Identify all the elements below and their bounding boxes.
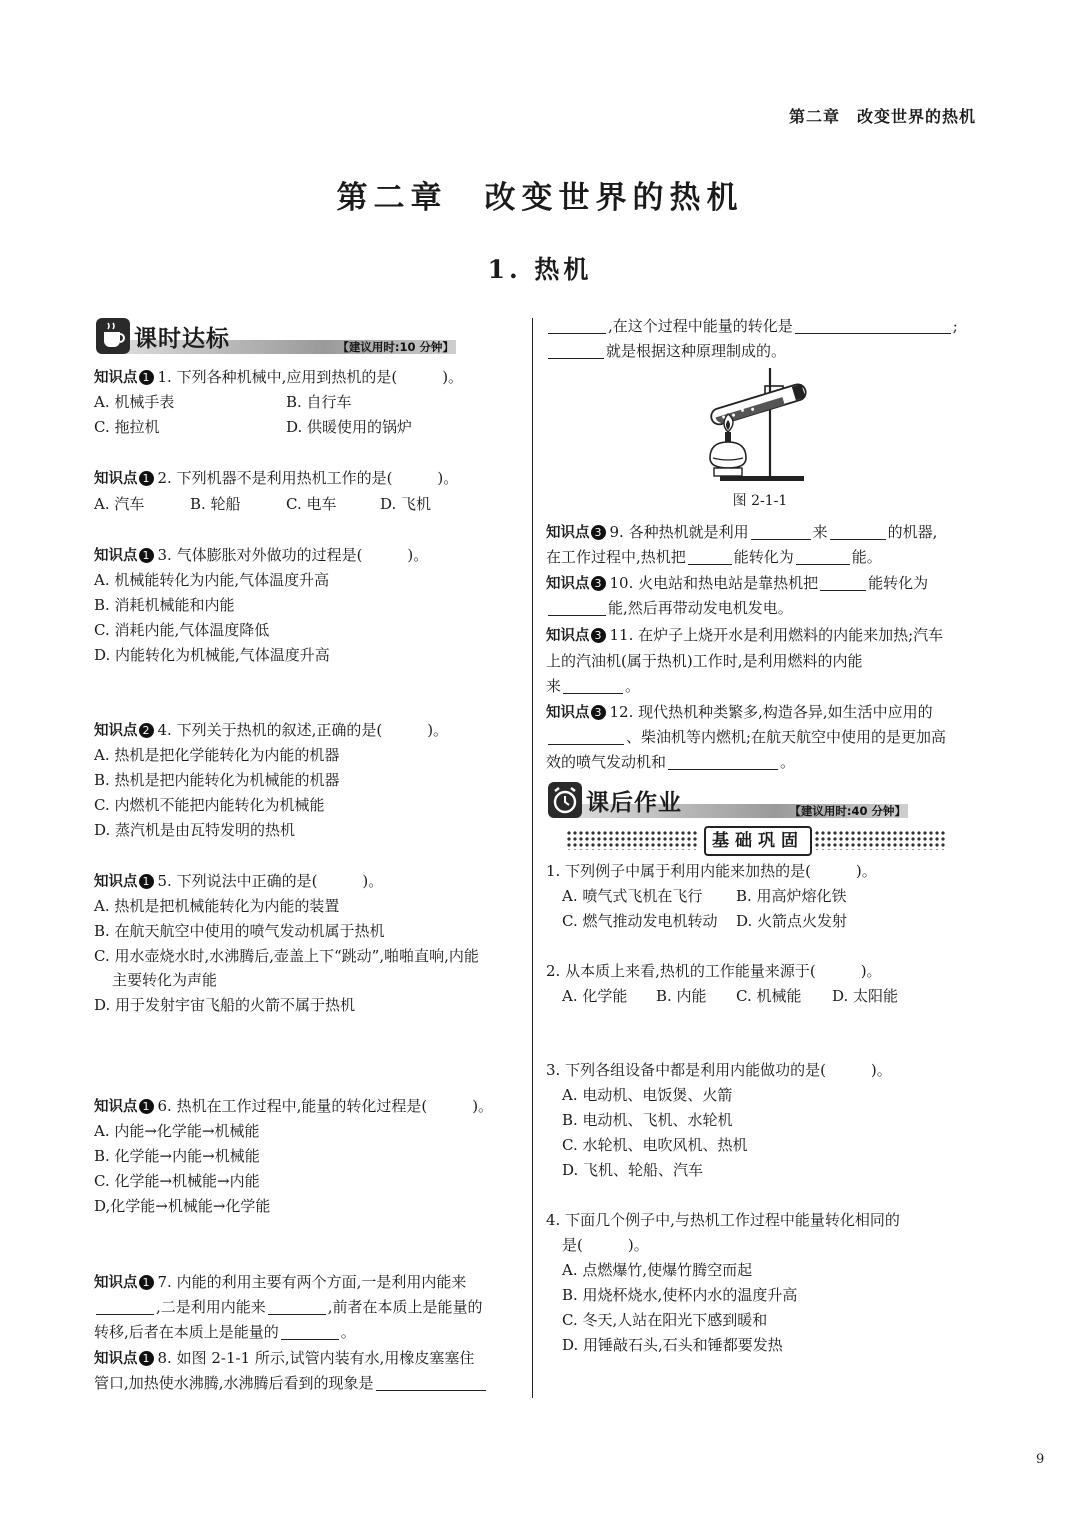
option-c: C. 化学能→机械能→内能 (94, 1172, 260, 1190)
option-c: C. 消耗内能,气体温度降低 (94, 621, 270, 639)
answer-blank[interactable] (688, 548, 732, 565)
banner-title: 课后作业 (586, 790, 682, 816)
alarm-clock-icon (548, 782, 582, 818)
option-b: B. 轮船 (190, 495, 241, 513)
option-a: A. 点燃爆竹,使爆竹腾空而起 (562, 1261, 753, 1279)
question-8-continued (546, 316, 958, 336)
text: 11. 在炉子上烧开水是利用燃料的内能来加热;汽车 (609, 626, 944, 644)
question-7-line-2 (94, 1297, 483, 1317)
kp-number-badge: 1 (139, 1275, 154, 1290)
subsection-label: 基础巩固 (704, 826, 812, 856)
homework-question-4: 4. 下面几个例子中,与热机工作过程中能量转化相同的 (546, 1211, 900, 1229)
kp-number-badge: 1 (139, 1351, 154, 1366)
dot-pattern-right (814, 830, 946, 850)
answer-blank[interactable] (668, 753, 778, 770)
chapter-title: 第二章 改变世界的热机 (336, 180, 744, 216)
option-a: A. 电动机、电饭煲、火箭 (562, 1086, 733, 1104)
kp-number-badge: 3 (591, 576, 606, 591)
knowledge-point-label: 知识点 (94, 370, 138, 386)
question-6 (94, 1096, 493, 1117)
knowledge-point-label: 知识点 (94, 1351, 138, 1367)
question-11-line-3 (546, 676, 640, 696)
homework-question-4-line-2: 是( )。 (562, 1236, 649, 1254)
option-b: B. 电动机、飞机、水轮机 (562, 1111, 733, 1129)
option-c: C. 机械能 (736, 987, 802, 1005)
test-tube-apparatus-figure (700, 366, 816, 484)
answer-blank[interactable] (376, 1374, 486, 1391)
text: 。 (340, 1323, 356, 1341)
running-header: 第二章 改变世界的热机 (788, 107, 976, 126)
option-d: D. 太阳能 (832, 987, 899, 1005)
text: 能,然后再带动发电机发电。 (608, 599, 793, 617)
answer-blank[interactable] (751, 523, 811, 540)
option-a: A. 热机是把化学能转化为内能的机器 (94, 746, 340, 764)
knowledge-point-label: 知识点 (94, 1275, 138, 1291)
option-b: B. 消耗机械能和内能 (94, 596, 235, 614)
banner-class-practice (96, 318, 456, 356)
knowledge-point-label: 知识点 (546, 705, 590, 721)
option-b: B. 内能 (656, 987, 707, 1005)
kp-number-badge: 1 (139, 471, 154, 486)
banner-title: 课时达标 (134, 326, 230, 352)
option-a: A. 内能→化学能→机械能 (94, 1122, 260, 1140)
question-12-line-3 (546, 752, 795, 772)
text: ; (952, 317, 958, 335)
text: 转移,后者在本质上是能量的 (94, 1323, 279, 1341)
answer-blank[interactable] (820, 574, 866, 591)
knowledge-point-label: 知识点 (546, 576, 590, 592)
suggested-time: 【建议用时:10 分钟】 (337, 340, 454, 354)
column-divider (532, 318, 533, 1398)
option-b: B. 用高炉熔化铁 (736, 887, 847, 905)
text: 在工作过程中,热机把 (546, 548, 686, 566)
kp-number-badge: 3 (591, 705, 606, 720)
answer-blank[interactable] (281, 1323, 339, 1340)
question-9 (546, 522, 937, 543)
answer-blank[interactable] (96, 1298, 154, 1315)
option-b: B. 在航天航空中使用的喷气发动机属于热机 (94, 922, 385, 940)
knowledge-point-label: 知识点 (94, 723, 138, 739)
option-d: D. 用锤敲石头,石头和锤都要发热 (562, 1336, 783, 1354)
option-c: C. 冬天,人站在阳光下感到暖和 (562, 1311, 768, 1329)
dot-pattern-left (566, 830, 698, 850)
question-11 (546, 625, 943, 646)
question-9-line-2 (546, 547, 882, 567)
question-8-line-2 (94, 1373, 488, 1393)
text: 的机器, (887, 523, 938, 541)
text: 10. 火电站和热电站是靠热机把 (609, 574, 819, 592)
knowledge-point-label: 知识点 (94, 548, 138, 564)
kp-number-badge: 3 (591, 628, 606, 643)
question-stem: 5. 下列说法中正确的是( )。 (157, 872, 384, 890)
question-2 (94, 468, 458, 489)
answer-blank[interactable] (548, 342, 604, 359)
question-8 (94, 1348, 474, 1369)
homework-question-1: 1. 下列例子中属于利用内能来加热的是( )。 (546, 862, 877, 880)
text: 。 (625, 677, 641, 695)
text: ,在这个过程中能量的转化是 (608, 317, 793, 335)
knowledge-point-label: 知识点 (94, 1099, 138, 1115)
kp-number-badge: 3 (591, 525, 606, 540)
text: 能转化为 (868, 574, 929, 592)
option-c: C. 燃气推动发电机转动 (562, 912, 718, 930)
kp-number-badge: 1 (139, 1099, 154, 1114)
question-8-continued-2 (546, 341, 786, 361)
question-1 (94, 367, 463, 388)
option-a: A. 热机是把机械能转化为内能的装置 (94, 897, 340, 915)
answer-blank[interactable] (830, 523, 886, 540)
answer-blank[interactable] (563, 677, 623, 694)
text: 能转化为 (733, 548, 794, 566)
question-stem: 8. 如图 2-1-1 所示,试管内装有水,用橡皮塞塞住 (157, 1349, 475, 1367)
knowledge-point-label: 知识点 (94, 874, 138, 890)
question-stem: 2. 下列机器不是利用热机工作的是( )。 (157, 469, 459, 487)
option-b: B. 化学能→内能→机械能 (94, 1147, 260, 1165)
answer-blank[interactable] (548, 728, 624, 745)
question-3 (94, 545, 428, 566)
option-c-continued: 主要转化为声能 (112, 971, 218, 989)
option-c: C. 用水壶烧水时,水沸腾后,壶盖上下“跳动”,啪啪直响,内能 (94, 947, 479, 965)
question-5 (94, 871, 383, 892)
text: 9. 各种热机就是利用 (609, 523, 749, 541)
text: 效的喷气发动机和 (546, 753, 667, 771)
kp-number-badge: 1 (139, 370, 154, 385)
banner-homework (548, 782, 908, 820)
text: 来 (812, 523, 828, 541)
question-stem: 7. 内能的利用主要有两个方面,一是利用内能来 (157, 1273, 467, 1291)
option-b: B. 自行车 (286, 393, 352, 411)
option-c: C. 内燃机不能把内能转化为机械能 (94, 796, 325, 814)
option-c: C. 拖拉机 (94, 418, 160, 436)
question-stem: 1. 下列各种机械中,应用到热机的是( )。 (157, 368, 464, 386)
option-d: D. 内能转化为机械能,气体温度升高 (94, 646, 330, 664)
homework-question-2: 2. 从本质上来看,热机的工作能量来源于( )。 (546, 962, 882, 980)
option-a: A. 汽车 (94, 495, 145, 513)
option-c: C. 电车 (286, 495, 337, 513)
kp-number-badge: 1 (139, 548, 154, 563)
section-title: 1. 热机 (487, 255, 593, 284)
cup-icon (96, 318, 130, 354)
subsection-banner (566, 826, 946, 854)
homework-question-3: 3. 下列各组设备中都是利用内能做功的是( )。 (546, 1061, 892, 1079)
option-d: D. 供暖使用的锅炉 (286, 418, 413, 436)
question-10-line-2 (546, 598, 793, 618)
knowledge-point-label: 知识点 (546, 525, 590, 541)
question-7 (94, 1272, 466, 1293)
option-d: D. 火箭点火发射 (736, 912, 848, 930)
text: 管口,加热使水沸腾,水沸腾后看到的现象是 (94, 1374, 374, 1392)
option-d: D. 飞机 (380, 495, 432, 513)
option-c: C. 水轮机、电吹风机、热机 (562, 1136, 748, 1154)
option-d: D. 蒸汽机是由瓦特发明的热机 (94, 821, 296, 839)
text: 。 (780, 753, 796, 771)
kp-number-badge: 1 (139, 874, 154, 889)
question-7-line-3 (94, 1322, 356, 1342)
question-12-line-2 (546, 727, 946, 747)
question-stem: 4. 下列关于热机的叙述,正确的是( )。 (157, 721, 449, 739)
page-number: 9 (1036, 1452, 1045, 1467)
question-10 (546, 573, 928, 594)
question-stem: 6. 热机在工作过程中,能量的转化过程是( )。 (157, 1097, 494, 1115)
question-4 (94, 720, 448, 741)
answer-blank[interactable] (795, 317, 951, 334)
option-a: A. 机械能转化为内能,气体温度升高 (94, 571, 330, 589)
text: ,二是利用内能来 (156, 1298, 266, 1316)
figure-caption: 图 2-1-1 (732, 493, 788, 509)
question-11-line-2: 上的汽油机(属于热机)工作时,是利用燃料的内能 (546, 652, 863, 670)
option-d: D,化学能→机械能→化学能 (94, 1197, 271, 1215)
answer-blank[interactable] (548, 599, 606, 616)
question-stem: 3. 气体膨胀对外做功的过程是( )。 (157, 546, 429, 564)
text: 来 (546, 677, 562, 695)
option-a: A. 机械手表 (94, 393, 175, 411)
text: 就是根据这种原理制成的。 (606, 342, 787, 360)
kp-number-badge: 2 (139, 723, 154, 738)
text: 、柴油机等内燃机;在航天航空中使用的是更加高 (626, 728, 947, 746)
answer-blank[interactable] (796, 548, 850, 565)
text: 能。 (851, 548, 882, 566)
knowledge-point-label: 知识点 (94, 471, 138, 487)
option-d: D. 用于发射宇宙飞船的火箭不属于热机 (94, 996, 356, 1014)
answer-blank[interactable] (548, 317, 606, 334)
option-b: B. 热机是把内能转化为机械能的机器 (94, 771, 340, 789)
option-b: B. 用烧杯烧水,使杯内水的温度升高 (562, 1286, 798, 1304)
option-a: A. 化学能 (562, 987, 628, 1005)
option-d: D. 飞机、轮船、汽车 (562, 1161, 704, 1179)
text: ,前者在本质上是能量的 (327, 1298, 483, 1316)
text: 12. 现代热机种类繁多,构造各异,如生活中应用的 (609, 703, 933, 721)
option-a: A. 喷气式飞机在飞行 (562, 887, 703, 905)
suggested-time: 【建议用时:40 分钟】 (789, 804, 906, 818)
question-12 (546, 702, 933, 723)
knowledge-point-label: 知识点 (546, 628, 590, 644)
answer-blank[interactable] (268, 1298, 326, 1315)
